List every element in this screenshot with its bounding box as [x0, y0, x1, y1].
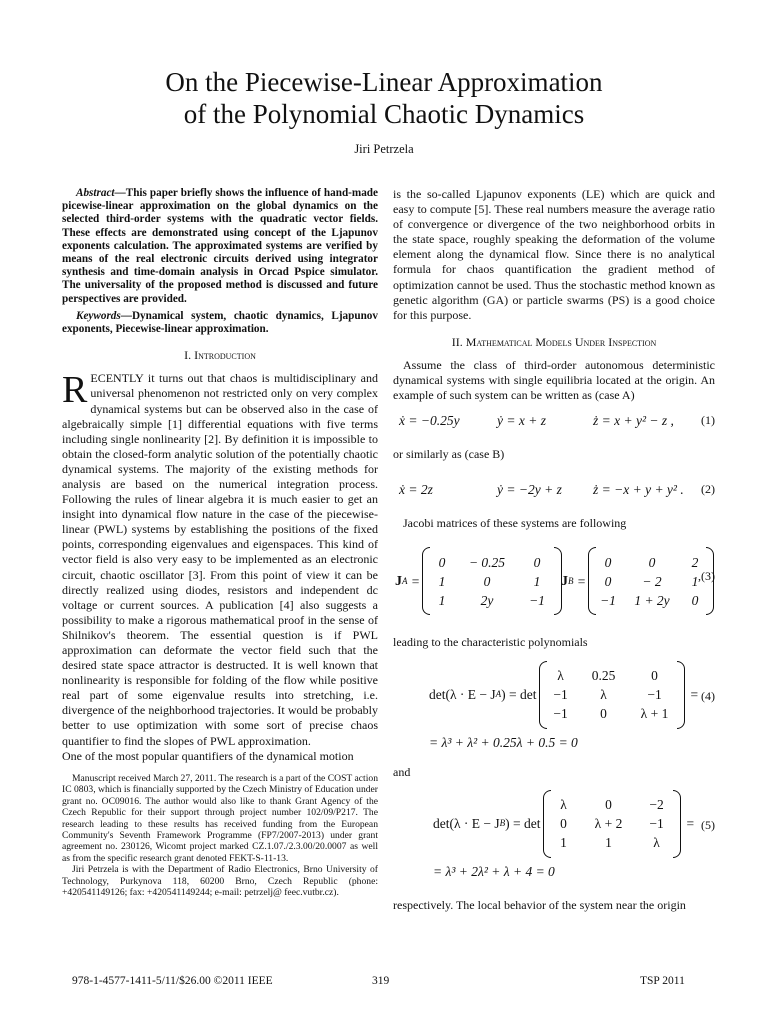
eq4-det: det(λ · E − J	[429, 686, 496, 702]
footnote-manuscript: Manuscript received March 27, 2011. The research is a part of the COST action IC 0803, which is financially supported by the Czech Ministry of Education under grant no. OC09016. The author would also like to thank Grant Agency of the Czech Republic for their support through project number 102/09/P217. The research leading to these results has received funding from the European Community's Seventh Framework Programme (FP7/2007-2013) under grant agreement no. 230126, Wicomt project marked CZ.1.07./2.3.00/20.0007 as well as from the specific research grant denoted FEKT-S-11-13.	[62, 773, 378, 864]
jb-cell: 1	[691, 573, 699, 589]
ja-left-paren	[422, 547, 430, 615]
case-b-text: or similarly as (case B)	[393, 447, 505, 462]
jb-sub: B	[568, 575, 574, 586]
right-last-line: respectively. The local behavior of the system near the origin	[393, 897, 686, 912]
ja-cell: − 0.25	[468, 554, 506, 570]
eq4-det2: ) = det	[501, 686, 537, 702]
equation-5	[393, 788, 715, 888]
jb-cell: − 2	[642, 573, 662, 589]
jb-cell: 2	[691, 554, 699, 570]
eq5-grid	[553, 797, 671, 850]
eq4-equals: =	[690, 686, 699, 702]
abstract-label: Abstract	[76, 187, 115, 199]
eq5-sub: B	[499, 818, 506, 829]
ja-sub: A	[402, 575, 408, 586]
jb-grid	[598, 555, 704, 608]
ja-cell: 1	[533, 573, 541, 589]
equation-1	[393, 413, 715, 435]
footer-conference: TSP 2011	[640, 975, 685, 987]
eq4-number: (4)	[701, 688, 715, 703]
eq4-cell: λ + 1	[640, 706, 669, 722]
eq4-cell: 0.25	[591, 667, 616, 683]
ja-cell: 1	[438, 573, 446, 589]
eq2-term-b: ẏ = −2y + z	[497, 482, 562, 498]
left-column	[62, 187, 378, 764]
eq5-det: det(λ · E − J	[433, 816, 500, 832]
footnote	[62, 773, 378, 898]
ja-label: J	[395, 573, 402, 589]
ja-cell: 1	[438, 592, 446, 608]
eq5-cell: 0	[560, 816, 567, 832]
eq1-number: (1)	[701, 413, 715, 428]
author: Jiri Petrzela	[354, 142, 414, 156]
abstract-text: —This paper briefly shows the influence of hand-made picewise-linear approximation on the global dynamics on the selected third-order systems with the quadratic vector fields. These effects are demonstrated using concept of the Ljapunov exponents calculation. The approximated systems are verified by means of the real electronic circuits derived using integrator synthesis and time-domain analysis in Orcad Pspice simulator. The universality of the proposed method is discussed and future perspectives are provided.	[62, 187, 378, 305]
ja-cell: −1	[529, 592, 545, 608]
eq4-lhs	[429, 661, 698, 729]
eq2-number: (2)	[701, 482, 715, 497]
eq5-cell: λ + 2	[594, 816, 623, 832]
eq5-cell: −1	[649, 816, 664, 832]
eq4-cell: −1	[553, 686, 568, 702]
jb-label: J	[561, 573, 568, 589]
eq5-lhs	[433, 790, 694, 858]
title-line-1: On the Piecewise-Linear Approximation	[165, 67, 603, 97]
eq5-number: (5)	[701, 817, 715, 832]
section2-paragraph: Assume the class of third-order autonomous deterministic dynamical systems with single equilibria located at the origin. An example of such system can be written as (case A)	[393, 357, 715, 403]
eq4-cell: −1	[553, 706, 568, 722]
eq5-cell: λ	[653, 835, 660, 851]
jb-cell: 1 + 2y	[634, 592, 670, 608]
matrix-ja: J A = 0 − 0.25 0 1 0 1 1 2y −1	[395, 547, 564, 615]
jacobi-text: Jacobi matrices of these systems are following	[403, 516, 627, 531]
eq4-cell: λ	[557, 667, 564, 683]
jb-cell: 0	[648, 554, 656, 570]
paper-title	[0, 66, 768, 130]
eq5-cell: 0	[605, 796, 612, 812]
right-column	[393, 187, 715, 913]
title-line-2: of the Polynomial Chaotic Dynamics	[183, 99, 585, 129]
eq1-term-b: ẏ = x + z	[497, 413, 546, 429]
ja-cell: 0	[483, 573, 491, 589]
eq2-term-a: ẋ = 2z	[399, 482, 433, 498]
equation-3	[393, 541, 715, 617]
eq3-number: ,(3)	[698, 569, 715, 584]
intro-last-line: One of the most popular quantifiers of the dynamical motion	[62, 748, 354, 763]
eq5-polynomial: = λ³ + 2λ² + λ + 4 = 0	[433, 863, 555, 879]
equation-2	[393, 482, 715, 504]
eq5-cell: −2	[649, 796, 664, 812]
ja-cell: 2y	[480, 592, 494, 608]
eq2-term-c: ż = −x + y + y² .	[593, 482, 684, 498]
eq5-cell: 1	[560, 835, 567, 851]
eq5-cell: λ	[560, 796, 567, 812]
char-poly-text: leading to the characteristic polynomials	[393, 635, 588, 650]
ja-cell: 0	[438, 554, 446, 570]
footnote-affiliation: Jiri Petrzela is with the Department of Radio Electronics, Brno University of Technology, Purkynova 118, 60200 Brno, Czech Republic (phone: +420541149126; fax: +420541149244; e-mail: petrzelj@ feec.vutbr.cz).	[62, 864, 378, 899]
eq4-cell: −1	[647, 686, 662, 702]
section-heading-introduction: I. Introduction	[184, 348, 256, 363]
eq4-polynomial: = λ³ + λ² + 0.25λ + 0.5 = 0	[429, 734, 578, 750]
jb-cell: 0	[604, 554, 612, 570]
intro-text: ECENTLY it turns out that chaos is multidisciplinary and universal phenomenon not restricted only on very complex dynamical systems but can be observed also in the case of algebraically simple [1] differential equations with five terms including single nonlinearity [2]. By definition it is impossible to obtain the closed-form analytic solution of the potentially chaotic dynamical systems. The majority of the existing methods for analysis are based on the numerical integration process. Following the rules of linear algebra it is much easier to get an insight into dynamical flow nature in the case of the piecewise-linear (PWL) systems by establishing the positions of the fixed points, corresponding eigenvalues and eigenspaces. This kind of vector field is also very easy to be implemented as an electronic circuit, chaotic oscillator [3]. From this point of view it can be directly realized using diodes, resistors and independent dc voltage or current sources. A publication [4] also suggests a possibility to make a rigorous mathematical proof in the sense of Shilnikov's theorem. The essential question is if PWL approximation can deformate the vector field such that the desired state space attractor is destructed. It is well known that nonlinearity is responsible for folding of the flow while positive real part of some eigenvalue results into stretching, i.e. divergence of the neighborhood trajectories. It would be probably better to use optimization with some sort of precise chaos quantifier to find the slopes of PWL approximation.	[62, 371, 378, 748]
footer-page-number: 319	[372, 975, 390, 987]
jb-cell: 0	[604, 573, 612, 589]
eq4-grid	[549, 668, 675, 721]
jb-left-paren	[588, 547, 596, 615]
keywords-text: —Dynamical system, chaotic dynamics, Ljapunov exponents, Piecewise-linear approximation.	[62, 309, 378, 336]
eq4-cell: 0	[600, 706, 607, 722]
ja-cell: 0	[533, 554, 541, 570]
keywords-label: Keywords	[76, 309, 121, 322]
eq4-right-paren	[677, 661, 685, 729]
right-intro-paragraph: is the so-called Ljapunov exponents (LE) which are quick and easy to compute [5]. These real numbers measure the average ratio of convergence or divergence of the two neighborhood orbits in the state space, roughly speaking the deformation of the volume element along the dynamical flow. Since there is no analytical formula for chaos quantification the gradient method of optimization cannot be used. Thus the stochastic method known as genetic algorithm (GA) or particle swarms (PS) is a good choice for this purpose.	[393, 187, 715, 322]
matrix-jb: J B = 0 0 2 0 − 2 1 −1 1 + 2y 0	[561, 547, 716, 615]
jb-cell: −1	[600, 592, 616, 608]
eq5-cell: 1	[605, 835, 612, 851]
eq5-right-paren	[673, 790, 681, 858]
footer-isbn: 978-1-4577-1411-5/11/$26.00 ©2011 IEEE	[72, 975, 273, 987]
eq5-equals: =	[686, 816, 695, 832]
keywords	[62, 310, 378, 336]
eq4-cell: λ	[600, 686, 607, 702]
ja-grid	[432, 555, 552, 608]
intro-paragraph	[62, 371, 378, 748]
eq4-left-paren	[539, 661, 547, 729]
eq5-left-paren	[543, 790, 551, 858]
and-text: and	[393, 764, 411, 779]
abstract	[62, 187, 378, 306]
equation-4	[393, 659, 715, 759]
jb-cell: 0	[691, 592, 699, 608]
eq5-det2: ) = det	[505, 816, 541, 832]
eq4-sub: A	[495, 688, 502, 699]
eq1-term-a: ẋ = −0.25y	[399, 413, 460, 429]
eq1-term-c: ż = x + y² − z ,	[593, 413, 674, 429]
eq4-cell: 0	[651, 667, 658, 683]
dropcap: R	[62, 369, 88, 412]
section-heading-models: II. Mathematical Models Under Inspection	[451, 334, 657, 349]
